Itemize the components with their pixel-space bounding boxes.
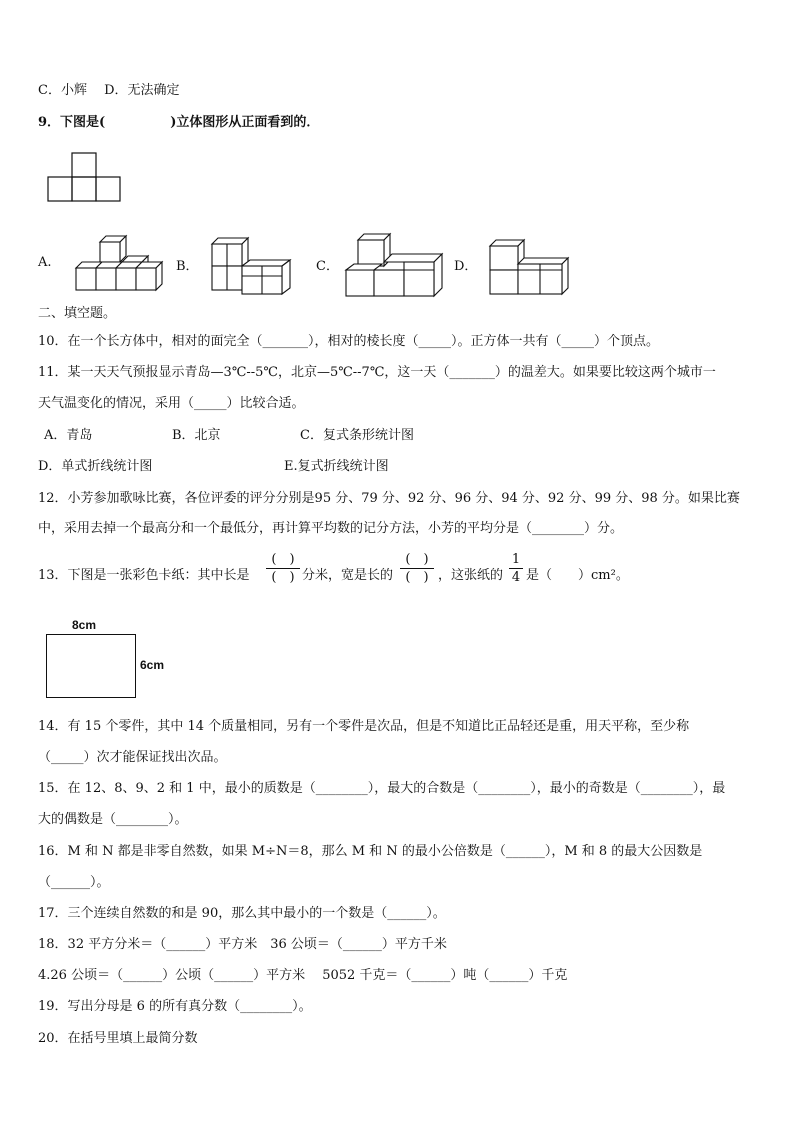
- q9-option-a-label: A.: [38, 255, 52, 270]
- question-9: 9．下图是( )立体图形从正面看到的．: [38, 115, 320, 130]
- fraction-bar: [509, 568, 523, 569]
- fraction-denominator: ( ): [405, 570, 429, 585]
- front-view-figure: [46, 150, 126, 205]
- prev-question-options: C．小辉 D．无法确定: [38, 83, 180, 98]
- question-11-line-2: 天气温变化的情况，采用（_____）比较合适。: [38, 396, 305, 411]
- fraction-numerator: ( ): [271, 552, 295, 567]
- q9-option-c-label: C．: [316, 259, 339, 274]
- q9-option-c-figure: [342, 230, 447, 300]
- question-13-part-3: ，这张纸的: [438, 568, 504, 583]
- question-19: 19．写出分母是 6 的所有真分数（________）。: [38, 999, 312, 1014]
- q11-option-c: C．复式条形统计图: [300, 428, 414, 443]
- q9-option-d-figure: [484, 234, 579, 302]
- fraction-numerator: 1: [511, 552, 521, 567]
- question-18-line-2: 4.26 公顷＝（______）公顷（______）平方米 5052 千克＝（______）吨（______）千克: [38, 968, 568, 983]
- question-12-line-1: 12．小芳参加歌咏比赛，各位评委的评分分别是95 分、79 分、92 分、96 分、94 分、92 分、99 分、98 分。如果比赛: [38, 491, 740, 506]
- question-13-part-1: 13．下图是一张彩色卡纸：其中长是: [38, 568, 250, 583]
- section-title-fill-blank: 二、填空题。: [38, 306, 117, 321]
- q11-option-b: B．北京: [172, 428, 221, 443]
- question-12-line-2: 中，采用去掉一个最高分和一个最低分，再计算平均数的记分方法，小芳的平均分是（________）分。: [38, 521, 624, 536]
- q11-option-a: A．青岛: [44, 428, 93, 443]
- card-rectangle: [46, 634, 136, 698]
- question-16-line-2: （______）。: [38, 875, 110, 890]
- q9-option-d-label: D．: [454, 259, 478, 274]
- question-18-line-1: 18．32 平方分米＝（______）平方米 36 公顷＝（______）平方千米: [38, 937, 447, 952]
- q9-option-b-figure: [206, 232, 301, 302]
- question-14-line-1: 14．有 15 个零件，其中 14 个质量相同，另有一个零件是次品，但是不知道比正品轻还是重，用天平称，至少称: [38, 719, 690, 734]
- question-14-line-2: （_____）次才能保证找出次品。: [38, 750, 227, 765]
- q13-length-fraction: [266, 552, 300, 585]
- q9-option-a-figure: [70, 228, 165, 298]
- rect-width-label: 8cm: [72, 618, 97, 632]
- fraction-bar: [400, 568, 434, 569]
- question-20: 20．在括号里填上最简分数: [38, 1031, 198, 1046]
- question-13-part-2: 分米，宽是长的: [302, 568, 394, 583]
- rect-height-label: 6cm: [140, 658, 165, 672]
- fraction-numerator: ( ): [405, 552, 429, 567]
- question-16-line-1: 16．M 和 N 都是非零自然数，如果 M÷N＝8，那么 M 和 N 的最小公倍数是（______），M 和 8 的最大公因数是: [38, 844, 703, 859]
- fraction-bar: [266, 568, 300, 569]
- fraction-denominator: ( ): [271, 570, 295, 585]
- q11-option-e: E.复式折线统计图: [284, 459, 389, 474]
- q13-ratio-fraction: [400, 552, 434, 585]
- q11-option-d: D．单式折线统计图: [38, 459, 153, 474]
- question-15-line-2: 大的偶数是（________）。: [38, 812, 188, 827]
- question-17: 17．三个连续自然数的和是 90，那么其中最小的一个数是（______）。: [38, 906, 446, 921]
- question-13-part-4: 是（ ）cm²。: [526, 568, 629, 583]
- question-15-line-1: 15．在 12、8、9、2 和 1 中，最小的质数是（________），最大的合数是（________），最小的奇数是（________），最: [38, 781, 726, 796]
- question-11-line-1: 11．某一天天气预报显示青岛—3℃--5℃，北京—5℃--7℃，这一天（_______）的温差大。如果要比较这两个城市一: [38, 365, 716, 380]
- q13-quarter-fraction: [509, 552, 523, 585]
- q9-option-b-label: B．: [176, 259, 199, 274]
- fraction-denominator: 4: [511, 570, 521, 585]
- question-10: 10．在一个长方体中，相对的面完全（_______），相对的棱长度（_____）。正方体一共有（_____）个顶点。: [38, 334, 660, 349]
